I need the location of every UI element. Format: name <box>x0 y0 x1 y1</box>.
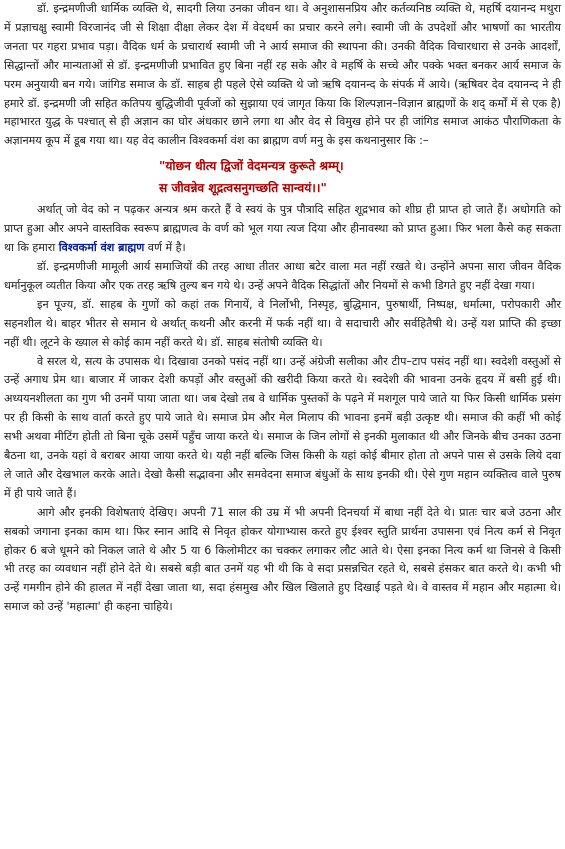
shloka-line-1: "योछन धीत्य द्विजों वेदमन्यत्र कुरूते श्रम्म्। <box>159 159 344 174</box>
paragraph-simplicity: वे सरल थे, सत्य के उपासक थे। दिखावा उनको पसंद नहीं था। उन्हें अंग्रेजी सलीका और टीप–टाप पसंद नहीं था। स्वदेशी वस्तुओं से उन्हें अगाध प्रेम था। बाजार में जाकर देशी कपड़ों और वस्तुओं की खरीदी किया करते थे। स्वदेशी की भावना उनके हृदय में बसी हुई थी। अध्ययनशीलता का गुण भी उनमें पाया जाता था। जब देखो तब वे धार्मिक पुस्तकों के पढ़ने में मशगूल पाये जाते या फिर किसी धार्मिक प्रसंग पर ही किसी के साथ वार्ता करते हुए पाये जाते थे। समाज प्रेम और मेल मिलाप की भावना इनमें बड़ी उत्कृष्ट थी। समाज की कहीं भी कोई सभी अथवा मीटिंग होती तो बिना चूके उसमें पहुँच जाया करते थे। समाज के जिन लोगों से इनकी मुलाकात थी और जिनके बीच उनका उठना बैठना था, उनके यहां वे बराबर आया जाया करते थे। यही नहीं बल्कि जिस किसी के यहां कोई बीमार होता तो अपने पास से उसके लिये दवा ले जाते और देखभाल करके आते। देखो कैसी सद्भावना और समवेदना समाज बंधुओं के साथ इनकी थी। ऐसे गुण महान व्यक्तित्व वाले पुरुष में ही पाये जाते हैं। <box>4 354 561 500</box>
paragraph-virtues: इन पूज्य, डॉ. साहब के गुणों को कहां तक गिनायें, वे निर्लोभी, निस्पृह, बुद्धिमान, पुरुषार्थी, निष्पक्ष, धर्मात्मा, परोपकारी और सहनशील थे। बाहर भीतर से समान थे अर्थात् कथनी और करनी में फर्क नहीं था। वे सदाचारी और सर्वहितैषी थे। उन्हें यश प्राप्ति की इच्छा नहीं थी। लूटने के ख्याल से कोई काम नहीं करते थे। डॉ. साहब संतोषी व्यक्ति थे। <box>4 297 561 349</box>
paragraph-meaning <box>4 201 561 258</box>
paragraph-principles: डॉ. इन्द्रमणीजी मामूली आर्य समाजियों की तरह आधा तीतर आधा बटेर वाला मत नहीं रखते थे। उन्होंने अपना सारा जीवन वैदिक धर्मानुकूल व्यतीत किया और एक तरह ऋषि तुल्य बन गये थे। उन्हें अपने वैदिक सिद्धांतों और नियमों से कभी डिगते हुए नहीं देखा गया। <box>4 259 561 292</box>
paragraph-daily-routine: आगे और इनकी विशेषताएं देखिए। अपनी 71 साल की उम्र में भी अपनी दिनचर्या में बाधा नहीं देते थे। प्रातः चार बजे उठना और सबको जगाना इनका काम था। फिर स्नान आदि से निवृत होकर योगाभ्यास करते हुए ईश्वर स्तुति प्रार्थना उपासना एवं नित्य कर्म से निवृत होकर 6 बजे धूमने को निकल जाते थे और 5 या 6 किलोमीटर का चक्कर लगाकर लौट आते थे। ऐसा इनका नित्य कर्म था जिनसे वे किसी भी तरह का व्यवधान नहीं होने देते थे। सबसे बड़ी बात उनमें यह भी थी कि वे सदा प्रसन्नचित रहते थे, सबसे हंसकर बात करते थे। कभी भी उन्हें गमगीन होने की हालत में नहीं देखा जाता था, सदा हंसमुख और खिल खिलाते हुए दिखाई पड़ते थे। वे वास्तव में महान और महात्मा थे। समाज को उन्हें 'महात्मा' ही कहना चाहिये। <box>4 505 561 614</box>
meaning-text-end: वर्ण में है। <box>144 241 186 255</box>
shloka-line-2: स जीवन्नेव शूद्रत्वसनुगच्छति सान्वयं।।" <box>159 181 327 196</box>
sanskrit-shloka <box>4 155 561 199</box>
highlight-vishwakarma-brahmin: विश्वकर्मा वंश ब्राह्मण <box>58 241 145 255</box>
meaning-text-start: अर्थात् जो वेद को न पढ़कर अन्यत्र श्रम करते हैं वे स्वयं के पुत्र पौत्रादि सहित शूद्रभाव को शीघ्र ही प्राप्त हो जाते हैं। अधोगति को प्राप्त हुआ और अपने वास्तविक स्वरूप ब्राह्मणत्व के वर्ण को भूल गया त्यज दिया और हीनावस्था को प्राप्त हुआ। फिर भला कैसे कह सकता था कि हमारा <box>4 203 561 255</box>
paragraph-intro: डॉ. इन्द्रमणीजी धार्मिक व्यक्ति थे, सादगी लिया उनका जीवन था। वे अनुशासनप्रिय और कर्तव्यनिष्ठ व्यक्ति थे, महर्षि दयानन्द मथुरा में प्रज्ञाचक्षु स्वामी विरजानंद जी से शिक्षा दीक्षा लेकर देश में वेदधर्म का प्रचार करने लगे। स्वामी जी के उपदेशों और भाषणों का भारतीय जनता पर गहरा प्रभाव पड़ा। वैदिक धर्म के प्रचारार्थ स्वामी जी ने आर्य समाज की स्थापना की। उनकी वैदिक विचारधारा से उनके आदर्शों, सिद्धान्तों और मान्यताओं से डॉ. इन्द्रमणीजी प्रभावित हुए बिना नहीं रह सके और वे महर्षि के सच्चे और पक्के भक्त बनकर आर्य समाज के परम अनुयायी बन गये। जांगिड समाज के डॉ. साहब ही पहले ऐसे व्यक्ति थे जो ऋषि दयानन्द के संपर्क में आये। (ऋषिवर देव दयानन्द ने ही हमारे डॉ. इन्द्रमणी जी सहित कतिपय बुद्धिजीवी पूर्वजों को सुझाया एवं जागृत किया कि शिल्पज्ञान–विज्ञान ब्राह्मणों के शद् कर्मों में से एक है) महाभारत युद्ध के पश्चात् से ही अज्ञान का घोर अंधकार छाने लगा था और वेद से विमुख होने पर ही जांगिड समाज आकंठ पौराणिकता के अज्ञानमय कूप में डूब गया था। यह वेद कालीन विश्वकर्मा वंश का ब्राह्मण वर्ण मनु के इस कथनानुसार कि :– <box>4 2 561 148</box>
